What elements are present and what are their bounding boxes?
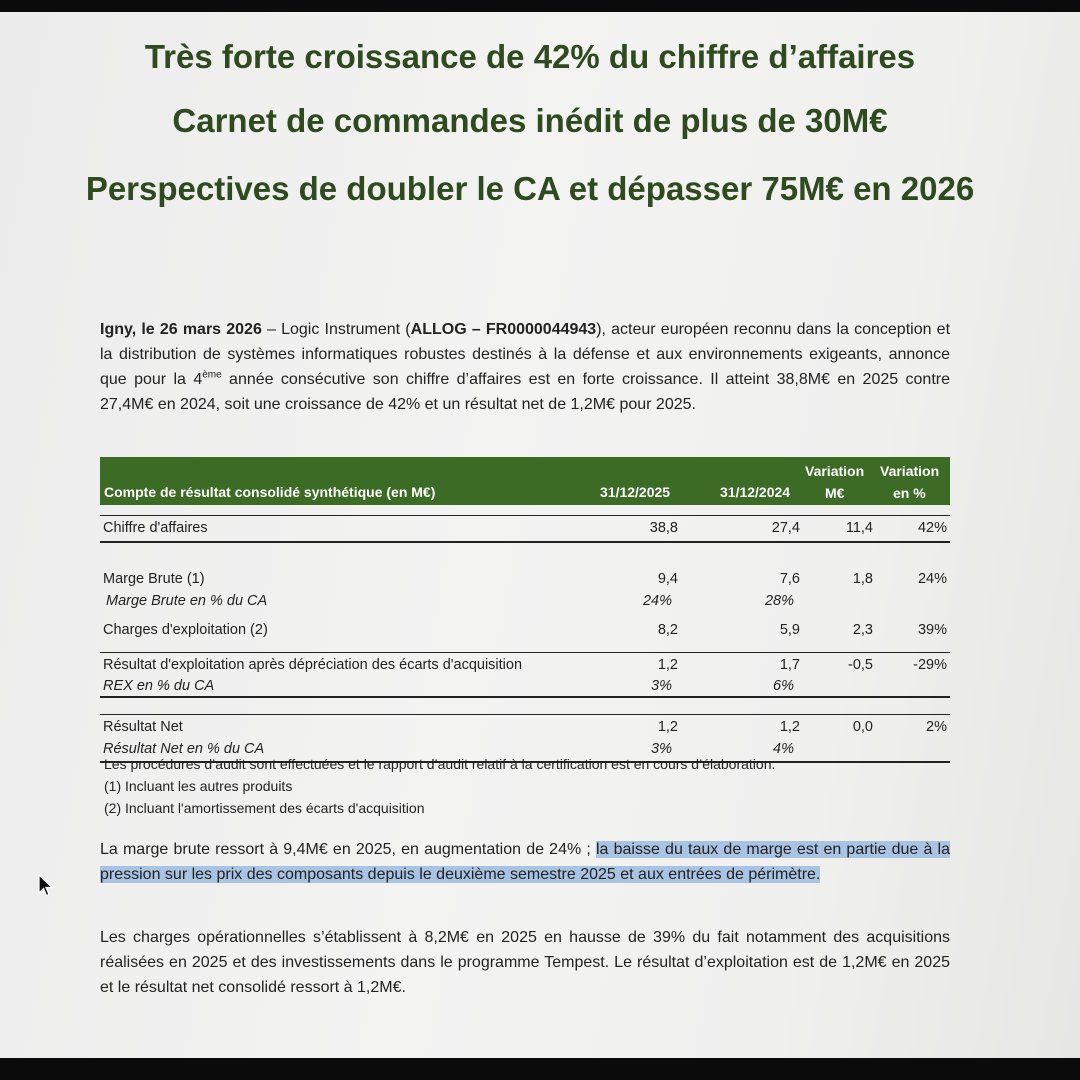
- intro-place-date: Igny, le 26 mars 2026: [100, 321, 262, 338]
- cell-var-me: 2,3: [852, 622, 873, 638]
- row-divider: [100, 515, 950, 516]
- headline-growth: Très forte croissance de 42% du chiffre d’affaires: [144, 38, 916, 75]
- gross-margin-text: La marge brute ressort à 9,4M€ en 2025, en augmentation de 24% ;: [100, 841, 596, 858]
- row-label: REX en % du CA: [103, 678, 215, 694]
- intro-superscript: ème: [202, 369, 222, 381]
- row-divider: [100, 696, 950, 698]
- mouse-pointer-icon: [38, 874, 54, 898]
- row-divider: [100, 652, 950, 653]
- row-label: Charges d'exploitation (2): [103, 622, 268, 638]
- intro-paragraph: [100, 317, 950, 417]
- footnote-2: (2) Incluant l'amortissement des écarts d'acquisition: [104, 800, 425, 816]
- cell-2024: 7,6: [779, 571, 800, 587]
- footnote-1: (1) Incluant les autres produits: [104, 778, 293, 794]
- cell-2024: 1,7: [779, 657, 800, 673]
- cell-var-me: 11,4: [845, 520, 873, 536]
- cell-2025: 38,8: [649, 520, 678, 536]
- cell-var-pct: -29%: [913, 657, 947, 673]
- gross-margin-paragraph: [100, 837, 950, 887]
- cell-2025: 9,4: [657, 571, 678, 587]
- table-notes: [104, 753, 775, 819]
- operating-charges-paragraph: Les charges opérationnelles s’établissent à 8,2M€ en 2025 en hausse de 39% du fait notamment des acquisitions réalisées en 2025 et des investissements dans le programme Tempest. Le résultat d’exploitation est de 1,2M€ en 2025 et le résultat net consolidé ressort à 1,2M€.: [100, 929, 950, 996]
- header-col-2025: 31/12/2025: [600, 484, 671, 500]
- headline-orders: Carnet de commandes inédit de plus de 30M€: [172, 102, 888, 139]
- selected-text[interactable]: la baisse du taux de marge est en partie due à la pression sur les prix des composants depuis le deuxième semestre 2025 et aux entrées de périmètre.: [100, 841, 951, 883]
- row-label: Résultat Net: [103, 719, 183, 735]
- row-divider: [100, 714, 950, 715]
- cell-var-me: 0,0: [852, 719, 873, 735]
- header-label: Compte de résultat consolidé synthétique (en M€): [104, 484, 436, 500]
- cell-2024: 4%: [773, 741, 794, 757]
- header-col-var-pct-line2: en %: [893, 485, 926, 501]
- intro-ticker: ALLOG – FR0000044943: [410, 321, 597, 338]
- cell-var-me: -0,5: [848, 657, 873, 673]
- row-label: Chiffre d'affaires: [103, 520, 208, 536]
- header-col-var-me-line2: M€: [825, 485, 845, 501]
- cell-var-me: 1,8: [852, 571, 873, 587]
- income-statement-table: [100, 457, 950, 757]
- row-label: Marge Brute en % du CA: [106, 593, 268, 609]
- table-header: [100, 457, 950, 505]
- intro-text-a: ), acteur européen reconnu dans la conception et la distribution de systèmes informatiques robustes destinés à la défense et aux environnements exigeants, annonce que pour la 4: [100, 321, 951, 388]
- top-bezel: [0, 0, 1080, 12]
- cell-var-pct: 2%: [926, 719, 947, 735]
- cell-2024: 28%: [764, 593, 794, 609]
- cell-2024: 1,2: [779, 719, 800, 735]
- cell-2025: 3%: [651, 678, 672, 694]
- document-page: [0, 12, 1080, 1058]
- intro-text-b: année consécutive son chiffre d’affaires est en forte croissance. Il atteint 38,8M€ en 2025 contre 27,4M€ en 2024, soit une croissance de 42% et un résultat net de 1,2M€ pour 2025.: [100, 371, 950, 413]
- cell-2024: 27,4: [771, 520, 800, 536]
- row-divider: [100, 541, 950, 543]
- headline-outlook: Perspectives de doubler le CA et dépasser 75M€ en 2026: [85, 170, 975, 207]
- cell-var-pct: 39%: [917, 622, 947, 638]
- cell-var-pct: 24%: [917, 571, 947, 587]
- cell-2024: 5,9: [779, 622, 800, 638]
- row-label: Résultat Net en % du CA: [103, 741, 265, 757]
- cell-2025: 1,2: [657, 719, 678, 735]
- header-col-var-pct-line1: Variation: [880, 463, 940, 479]
- header-col-var-me-line1: Variation: [805, 463, 865, 479]
- cell-2025: 8,2: [657, 622, 678, 638]
- cell-2024: 6%: [773, 678, 794, 694]
- audit-note: Les procédures d’audit sont effectuées et le rapport d’audit relatif à la certification est en cours d’élaboration.: [104, 756, 776, 772]
- cell-var-pct: 42%: [917, 520, 947, 536]
- cell-2025: 1,2: [657, 657, 678, 673]
- header-col-2024: 31/12/2024: [720, 484, 791, 500]
- cell-2025: 24%: [642, 593, 672, 609]
- bottom-bezel: [0, 1058, 1080, 1080]
- row-label: Marge Brute (1): [103, 571, 205, 587]
- row-label: Résultat d'exploitation après dépréciation des écarts d'acquisition: [103, 657, 523, 673]
- intro-company: – Logic Instrument (: [261, 321, 411, 338]
- cell-2025: 3%: [651, 741, 672, 757]
